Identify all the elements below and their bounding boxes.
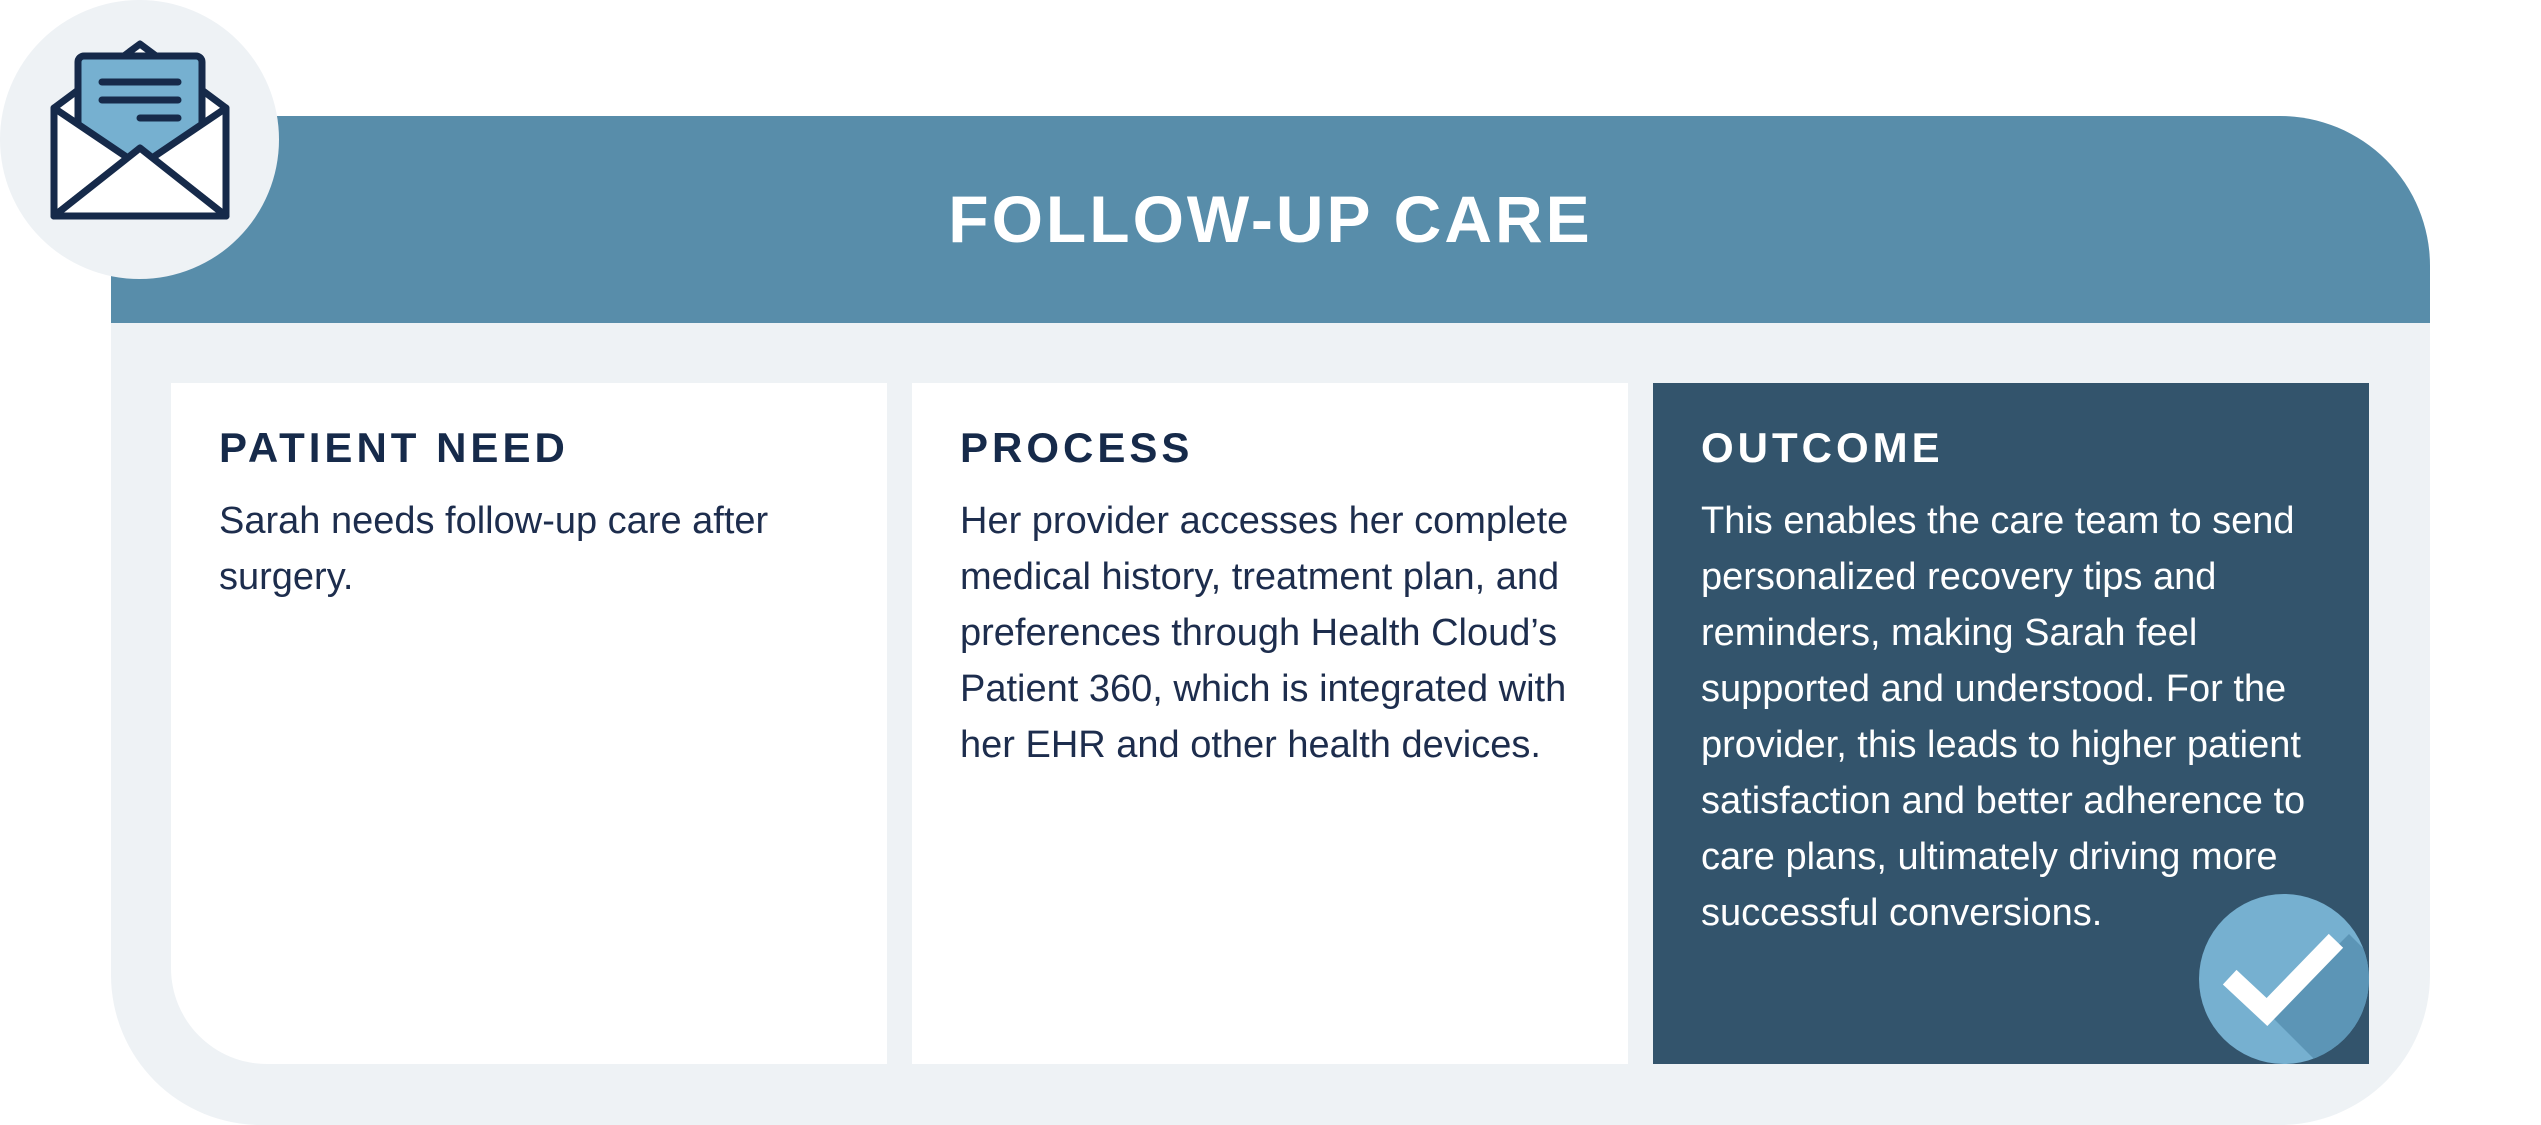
checkmark-icon	[2199, 894, 2369, 1064]
outcome-text: This enables the care team to send personalized recovery tips and reminders, making Sarah feel supported and understood. For the provider, this leads to higher patient satisfaction and better adherence to care plans, ultimately driving more successful conversions.	[1701, 500, 2306, 934]
process-panel	[912, 383, 1628, 1064]
header-banner	[111, 116, 2430, 323]
patient-need-text: Sarah needs follow-up care after surgery.	[219, 500, 769, 598]
envelope-icon	[48, 38, 232, 222]
patient-need-panel	[171, 383, 887, 1064]
process-heading: PROCESS	[960, 424, 1194, 471]
patient-need-heading: PATIENT NEED	[219, 424, 569, 471]
page-title: FOLLOW-UP CARE	[948, 182, 1593, 256]
envelope-badge	[0, 0, 279, 279]
process-text: Her provider accesses her complete medical history, treatment plan, and preferences through Health Cloud’s Patient 360, which is integrated with her EHR and other health devices.	[960, 500, 1569, 766]
outcome-heading: OUTCOME	[1701, 424, 1944, 471]
